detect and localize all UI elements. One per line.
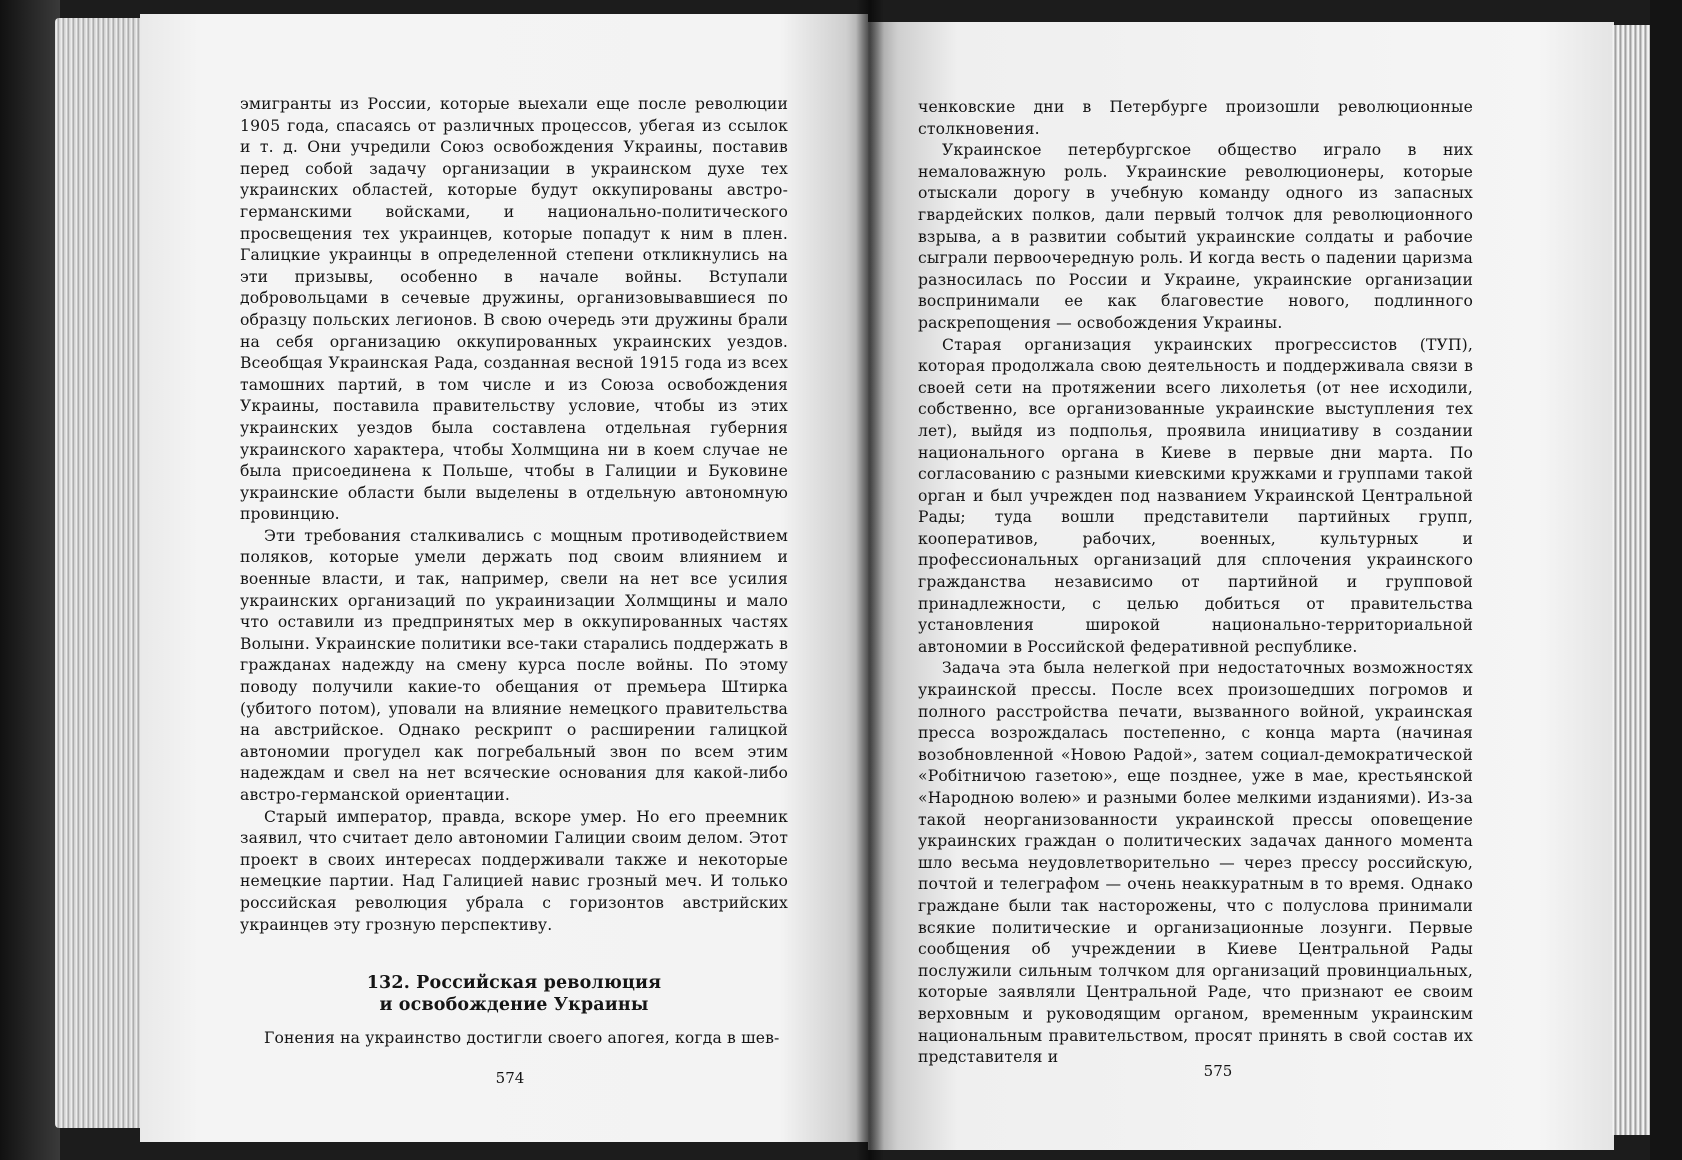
scanner-background-left xyxy=(0,0,60,1160)
left-page xyxy=(140,14,868,1142)
paragraph: эмигранты из России, которые выехали еще после революции 1905 года, спасаясь от различных процессов, убегая из ссылок и т. д. Они учредили Союз освобождения Украины, поставив перед собой задачу организации в украинском духе тех украинских областей, которые будут оккупированы австро-германскими войсками, и национально-политического просвещения тех украинцев, которые попадут к ним в плен. Галицкие украинцы в определенной степени откликнулись на эти призывы, особенно в начале войны. Вступали добровольцами в сечевые дружины, организовывавшиеся по образцу польских легионов. В свою очередь эти дружины брали на себя организацию оккупированных украинских уездов. Всеобщая Украинская Рада, созданная весной 1915 года из всех тамошних партий, в том числе и из Союза освобождения Украины, поставила правительству условие, чтобы из этих украинских уездов была составлена отдельная губерния украинского характера, чтобы Холмщина ни в коем случае не была присоединена к Польше, чтобы в Галиции и Буковине украинские области были выделены в отдельную автономную провинцию. xyxy=(240,95,788,524)
section-heading-line-2: и освобождение Украины xyxy=(379,995,649,1016)
paragraph: Задача эта была нелегкой при недостаточных возможностях украинской прессы. После всех произошедших погромов и полного расстройства печати, вызванного войной, украинская пресса возрождалась постепенно, с конца марта (начиная возобновленной «Новою Радой», затем социал-демократической «Робітничою газетою», еще позднее, уже в мае, крестьянской «Народною волею» и разными более мелкими изданиями). Из-за такой неорганизованности украинской прессы оповещение украинских граждан о политических задачах данного момента шло весьма неудовлетворительно — через прессу российскую, почтой и телеграфом — очень неаккуратным в то время. Однако граждане были так насторожены, что с полуслова принимали всякие политические и организационные лозунги. Первые сообщения об учреждении в Киеве Центральной Рады послужили сильным толчком для организаций провинциальных, которые заявляли Центральной Раде, что признают ее своим верховным и руководящим органом, временным украинским национальным правительством, просят принять в свой состав их представителя и xyxy=(918,659,1473,1067)
page-edges-right xyxy=(1612,25,1652,1135)
page-edges-left xyxy=(55,18,145,1128)
page-number-left: 574 xyxy=(495,1069,525,1087)
paragraph: Гонения на украинство достигли своего апогея, когда в шев- xyxy=(264,1029,780,1048)
paragraph: Старая организация украинских прогрессистов (ТУП), которая продолжала свою деятельность и поддерживала связи в своей сети на протяжении всего лихолетья (от нее исходили, собственно, все организованные украинские выступления тех лет), выйдя из подполья, проявила инициативу в создании национального органа в Киеве в первые дни марта. По согласованию с разными киевскими кружками и группами такой орган и был учрежден под названием Украинской Центральной Рады; туда вошли представители партийных групп, кооперативов, рабочих, военных, культурных и профессиональных организаций для сплочения украинского гражданства независимо от партийной и групповой принадлежности, с целью добиться от правительства установления широкой национально-территориальной автономии в Российской федеративной республике. xyxy=(918,335,1473,656)
paragraph: ченковские дни в Петербурге произошли революционные столкновения. xyxy=(918,98,1473,138)
paragraph: Эти требования сталкивались с мощным противодействием поляков, которые умели держать под своим влиянием и военные власти, и так, например, свели на нет все усилия украинских организаций по украинизации Холмщины и мало что оставили из предпринятых мер в оккупированных частях Волыни. Украинские политики все-таки старались поддержать в гражданах надежду на смену курса после войны. По этому поводу получили какие-то обещания от премьера Штирка (убитого потом), уповали на влияние немецкого правительства на австрийское. Однако рескрипт о расширении галицкой автономии прогудел как погребальный звон по всем этим надеждам и свел на нет всяческие основания для какой-либо австро-германской ориентации. xyxy=(240,526,788,804)
section-heading xyxy=(240,972,788,1016)
paragraph: Украинское петербургское общество играло в них немаловажную роль. Украинские революционеры, которые отыскали дорогу в учебную команду одного из запасных гвардейских полков, дали первый толчок для революционного взрыва, а в развитии событий украинские солдаты и рабочие сыграли первоочередную роль. И когда весть о падении царизма разносилась по России и Украине, украинские организации воспринимали ее как благовестие нового, подлинного раскрепощения — освобождения Украины. xyxy=(918,141,1473,332)
right-page-text xyxy=(918,97,1473,1069)
left-page-text xyxy=(240,94,788,1050)
page-number-right: 575 xyxy=(1203,1062,1233,1080)
section-heading-line-1: 132. Российская революция xyxy=(366,973,662,994)
paragraph: Старый император, правда, вскоре умер. Но его преемник заявил, что считает дело автономии Галиции своим делом. Этот проект в своих интересах поддерживали также и некоторые немецкие партии. Над Галицией навис грозный меч. И только российская революция убрала с горизонтов австрийских украинцев эту грозную перспективу. xyxy=(240,807,788,934)
scanner-background-right xyxy=(1650,0,1682,1160)
book-gutter xyxy=(856,0,884,1160)
right-page xyxy=(868,22,1614,1150)
